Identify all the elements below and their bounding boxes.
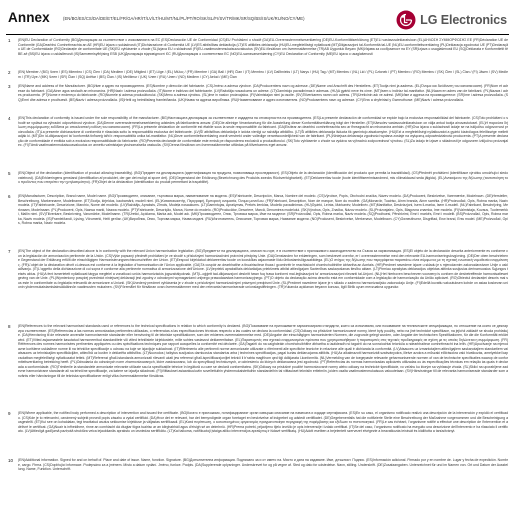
paragraph-text: (EN)Name and address of the Manufacturer. (BG)Име и адрес на производителя. (ES)Nombre y dirección del fabricante. (CS)Jméno a adresa výrobce. (DA)Producentens navn og adresse. (DE)Name und Anschrift des Herstellers. (ET)Tootja nimi ja aadress. (EL)Όνομα και διεύθυνση του κατασκευαστή. (FR)Nom et adresse du fabricant. (GA)Ainm agus seoladh an mhonaróra. (HR)Naziv i adresa proizvođača. (IT)Nome e indirizzo del fabbricante. (LV)Ražotāja nosaukums un adrese. (LT)Gamintojo pavadinimas ir adresas. (HU)A gyártó neve és címe. (MT)Isem u indirizz tal-manifattur. (NL)Naam en adres van de fabrikant. (PL)Nazwa i adres producenta. (PT)Nome e endereço do fabricante. (RO)Numele și adresa producătorului. (SK)Meno a adresa výrobcu. (SL)Ime in naslov proizvajalca. (FI)Valmistajan nimi ja osoite. (SV)Tillverkarens namn och adress. (TR)Üreticinin adı ve adresi. (MK)Име и адреса на производителот. (SR)Ime i adresa proizvođača. (SQ)Emri dhe adresa e prodhuesit. (BS)Naziv i adresa proizvođača. (IS)Heiti og heimilisfang framleiðanda. (UK)Назва та адреса виробника. (RU)Наименование и адрес изготовителя. (NO)Produsentens navn og adresse. (CY)Enw a chyfeiriad y Gwneuthurwr. (ME)Naziv i adresa proizvođača. xyxy=(18,84,508,102)
paragraph-text: (EN)References to the relevant harmonised standards used or references to the technical specifications in relation to which conformity is declared. (BG)Позоваване на приложимите хармонизирани стандарти, които са използвани, или позоваване на техническите спецификации, по отношение на които се декларира съответствие. (ES)Referencias a las normas armonizadas pertinentes utilizadas, o referencias a las especificaciones técnicas respecto a las cuales se declara la conformidad. (CS)Odkazy na příslušné harmonizované normy, které byly použity, nebo na jiné technické specifikace, na jejichž základě se shoda prohlašuje. (DA)Henvisning til de relevante anvendte harmoniserede standarder eller henvisning til de tekniske specifikationer, som der erklæres overensstemmelse med. (DE)Angabe der einschlägigen harmonisierten Normen, die zugrunde gelegt wurden, oder Angabe der technischen Spezifikationen, für die die Konformität erklärt wird. (ET)Viited asjaomastele kasutatud harmoneeritud standarditele või viited tehnilistele kirjeldustele, mille suhtes vastavust deklareeritakse. (EL)Παραπομπές στα σχετικά εναρμονισμένα πρότυπα που χρησιμοποιήθηκαν ή παραπομπές στις τεχνικές προδιαγραφές σε σχέση με τις οποίες δηλώνεται η συμμόρφωση. (FR)Références des normes harmonisées pertinentes appliquées ou des spécifications techniques par rapport auxquelles la conformité est déclarée. (GA)Tagairtí do na caighdeáin chomhchuibhithe ábhartha a úsáideadh nó tagairtí do na sonraíochtaí teicniúla a ndearbhaítear comhréireacht ina leith. (HR)Upućivanje na mjerodavne korištene usklađene norme ili na tehničke specifikacije u odnosu na koje se izjavljuje sukladnost. (IT)Riferimento alle pertinenti norme armonizzate utilizzate o riferimenti alle specifiche tecniche in relazione alle quali è dichiarata la conformità. (LV)Atsauces uz izmantotajiem attiecīgajiem saskaņotajiem standartiem vai atsauces uz tehniskajām specifikācijām, attiecībā uz kurām ir deklarēta atbilstība. (LT)Nuorodos į taikytus susijusius darniuosius standartus arba į technines specifikacijas, pagal kurias deklaruojama atitiktis. (HU)Az alkalmazott harmonizált szabványokra, illetve azokra a műszaki előírásokra való hivatkozás, amelyekkel kapcsolatban megfelelőségi nyilatkozatot tettek. (MT)Referenzi għall-istandards armonizzati rilevanti użati jew referenzi għall-ispeċifikazzjonijiet tekniċi li b’rabta magħhom qed tiġi ddikjarata l-konformità. (NL)Vermelding van de toegepaste relevante geharmoniseerde normen of van de technische specificaties waarop de conformiteitsverklaring betrekking heeft. (PL)Odwołania do odnośnych norm zharmonizowanych, które zastosowano, lub do specyfikacji technicznych, w odniesieniu do których deklarowana jest zgodność. (PT)Referências às normas harmonizadas aplicáveis utilizadas ou às especificações técnicas em relação às quais é declarada a conformidade. (RO)Trimiterile la standardele armonizate relevante utilizate sau la specificațiile tehnice în legătură cu care se declară conformitatea. (SK)Odkazy na príslušné použité harmonizované normy alebo odkazy na technické špecifikácie, vo vzťahu ku ktorým sa vyhlasuje zhoda. (SL)Sklici na uporabljene zadevne harmonizirane standarde ali na tehnične specifikacije, za katere se izjavlja skladnost. (FI)Viittaukset asiaankuuluviin sovellettuihin yhdenmukaistettuihin standardeihin tai viittaukset teknisiin eritelmiin, joiden osalta vaatimustenmukaisuus vakuutetaan. (SV)Hänvisningar till de relevanta harmoniserade standarder som använts eller hänvisningar till de tekniska specifikationer enligt vilka överensstämmelse försäkras. xyxy=(18,324,508,379)
paragraph-number: 4 xyxy=(8,116,11,121)
paragraph-text: (EN)Manufacturer, Description, Brand name, Model name. (BG)Производител, описание, търговска марка, наименование на модела. (ES)Fabricante, Descripción, Marca, Nombre del modelo. (CS)Výrobce, Popis, Obchodní značka, Název modelu. (DA)Producent, Beskrivelse, Varemærke, Modelnavn. (DE)Hersteller, Beschreibung, Markenname, Modellname. (ET)Tootja, kirjeldus, kaubamärk, mudeli nimi. (EL)Κατασκευαστής, Περιγραφή, Εμπορική ονομασία, Όνομα μοντέλου. (FR)Fabricant, Description, Nom de marque, Nom du modèle. (GA)Monaróir, Tuairisc, Ainm branda, Ainm samhla. (HR)Proizvođač, Opis, Robna marka, Naziv modela. (IT)Fabbricante, Descrizione, Marchio, Nome del modello. (LV)Ražotājs, Apraksts, Zīmols, Modeļa nosaukums. (LT)Gamintojas, Aprašymas, Prekės ženklas, Modelio pavadinimas. (HU)Gyártó, Leírás, Márkanév, Modellnév. (MT)Manifattur, Deskrizzjoni, Isem il-marka, Isem il-mudell. (NL)Fabrikant, Beschrijving, Merknaam, Modelnaam. (PL)Producent, Opis, Nazwa marki, Nazwa modelu. (PT)Fabricante, Descrição, Marca, Nome do modelo. (RO)Producător, Descriere, Marcă, Denumirea modelului. (SK)Výrobca, Opis, Značka, Názov modelu. (SL)Proizvajalec, Opis, Blagovna znamka, Ime modela. (FI)Valmistaja, Kuvaus, Tuotemerkki, Mallin nimi. (SV)Tillverkare, Beskrivning, Varumärke, Modellnamn. (TR)Üretici, Açıklama, Marka adı, Model adı. (MK)Производител, Опис, Трговска марка, Име на моделот. (SR)Proizvođač, Opis, Robna marka, Naziv modela. (SQ)Prodhuesi, Përshkrimi, Emri i markës, Emri i modelit. (BS)Proizvođač, Opis, Robna marka, Naziv modela. (IS)Framleiðandi, Lýsing, Vörumerki, Heiti gerðar. (UK)Виробник, Опис, Торгова марка, Назва моделі. (RU)Изготовитель, Описание, Торговая марка, Название модели. (NO)Produsent, Beskrivelse, Merkenavn, Modellnavn. (CY)Gwneuthurwr, Disgrifiad, Enw brand, Enw model. (ME)Proizvođač, Opis, Robna marka, Naziv modela. xyxy=(18,194,508,226)
annex-body xyxy=(8,38,508,503)
paragraph-text: (EN) Member / (BG) Член / (ES) Miembro / (CS) Člen / (DA) Medlem / (DE) Mitglied / (ET) Liige / (EL) Μέλος / (FR) Membre / (GA) Ball / (HR) Član / (IT) Membro / (LV) Dalībnieks / (LT) Narys / (HU) Tag / (MT) Membru / (NL) Lid / (PL) Członek / (PT) Membro / (RO) Membru / (SK) Člen / (SL) Član / (FI) Jäsen / (SV) Medlem / (TR) Üye / (MK) Член / (SR) Član / (SQ) Anëtar / (BS) Član / (IS) Meðlimur / (UK) Член / (RU) Член / (NO) Medlem / (CY) Aelod / (ME) Član xyxy=(18,70,508,79)
paragraph-number: 10 xyxy=(8,458,14,463)
numbered-paragraph xyxy=(8,70,508,79)
paragraph-text: (EN)Additional information. Signed for and on behalf of. Place and date of issue. Name, function. Signature. (BG)Допълнителна информация. Подписано за и от името на. Място и дата на издаване. Име, длъжност. Подпис. (ES)Información adicional. Firmado por y en nombre de. Lugar y fecha de expedición. Nombre, cargo. Firma. (CS)Doplňující informace. Podepsáno za a jménem. Místo a datum vydání. Jméno, funkce. Podpis. (DA)Supplerende oplysninger. Underskrevet for og på vegne af. Sted og dato for udstedelse. Navn, stilling. Underskrift. (DE)Zusatzangaben. Unterzeichnet für und im Namen von. Ort und Datum der Ausstellung. Name, Funktion. Unterschrift. xyxy=(18,458,508,472)
numbered-paragraph xyxy=(8,249,508,319)
numbered-paragraph xyxy=(8,84,508,111)
numbered-paragraph xyxy=(8,411,508,453)
paragraph-text: (EN)EU Declaration of Conformity (BG)Декларация за съответствие с изискванията на ЕС (ES)Declaración UE de Conformidad (CS)EU Prohlášení o shodě (DA)EU-Overensstemmelseserklæring (DE)EU-Konformitätserklärung (ET)ELi vastavusdeklaratsioon (EL)ΔΗΛΩΣΗ ΣΥΜΜΟΡΦΩΣΗΣ ΕΕ (FR)Déclaration UE de Conformité (GA)Dearbhú Comhréireachta an AE (HR)EU izjava o sukladnosti (IT)Dichiarazione di Conformità UE (LV)ES atbilstības deklarācija (LT)ES atitikties deklaracija (HU)EU-megfelelőségi nyilatkozat (MT)Dikjarazzjoni tal-Konformità tal-UE (NL)EU-conformiteitsverklaring (PL)Deklaracja zgodności UE (PT)Declaração UE de Conformidade (RO)Declarație de conformitate UE (SK)EÚ vyhlásenie o zhode (SL)Izjava EU o skladnosti (FI)EU-vaatimustenmukaisuusvakuutus (SV)EU-försäkran om överensstämmelse (TR)AB Uygunluk Beyanı (MK)Изјава за сообразност на ЕУ (SR)Izjava o usaglašenosti EU (SQ)Deklarata e Konformitetit të BE-së (BS)EU izjava o usklađenosti (IS)Samræmisyfirlýsing ESB (UK)Декларація відповідності ЄС (RU)Декларация о соответствии ЕС (NO)EU-samsvarserklæring (CY)EU Declaration of Conformity (ME)EU izjava o usaglašenosti xyxy=(18,38,508,56)
paragraph-number: 7 xyxy=(8,249,11,254)
brand-logo xyxy=(396,9,507,31)
numbered-paragraph xyxy=(8,458,508,498)
paragraph-number: 3 xyxy=(8,84,11,89)
numbered-paragraph xyxy=(8,116,508,166)
numbered-paragraph xyxy=(8,194,508,244)
paragraph-text: (EN)The object of the declaration described above is in conformity with the relevant Union harmonisation legislation. (BG)Предметът на декларацията, описан по-горе, е в съответствие с приложимото законодателство на Съюза за хармонизация. (ES)El objeto de la declaración descrita anteriormente es conforme con la legislación de armonización pertinente de la Unión. (CS)Výše popsaný předmět prohlášení je ve shodě s příslušnými harmonizačními právními předpisy Unie. (DA)Genstanden for erklæringen, som beskrevet ovenfor, er i overensstemmelse med den relevante EU-harmoniseringslovgivning. (DE)Der oben beschriebene Gegenstand der Erklärung erfüllt die einschlägigen Harmonisierungsrechtsvorschriften der Union. (ET)Eespool kirjeldatud deklareeritav toode on kooskõlas asjaomaste liidu ühtlustamisõigusaktidega. (EL)Ο στόχος της δήλωσης που περιγράφεται παραπάνω είναι σύμφωνος με τη σχετική ενωσιακή νομοθεσία εναρμόνισης. (FR)L’objet de la déclaration décrit ci-dessus est conforme à la législation d’harmonisation de l’Union applicable. (GA)Tá cuspóir an dearbhaithe a thuairiscítear thuas i gcomhréir le reachtaíocht chomhchuibhithe ábhartha an Aontais. (HR)Predmet navedene izjave u skladu je s mjerodavnim zakonodavstvom Unije o usklađivanju. (IT)L’oggetto della dichiarazione di cui sopra è conforme alla pertinente normativa di armonizzazione dell’Unione. (LV)Iepriekš aprakstītais deklarācijas priekšmets atbilst attiecīgajam Savienības saskaņošanas tiesību aktam. (LT)Pirmiau aprašytas deklaracijos objektas atitinka susijusius derinamuosius Sąjungos teisės aktus. (HU)A fent ismertetett nyilatkozat tárgya megfelel a vonatkozó uniós harmonizációs jogszabályoknak. (MT)L-oġġett tad-dikjarazzjoni deskritt hawn fuq huwa konformi mal-leġislazzjoni ta’ armonizzazzjoni rilevanti tal-Unjoni. (NL)Het hierboven beschreven voorwerp is conform de desbetreffende harmonisatiewetgeving van de Unie. (PL)Wymieniony powyżej przedmiot niniejszej deklaracji jest zgodny z odnośnymi wymaganiami unijnego prawodawstwa harmonizacyjnego. (PT)O objeto da declaração acima descrito está em conformidade com a legislação de harmonização da União aplicável. (RO)Obiectul declarației descris mai sus este în conformitate cu legislația relevantă de armonizare a Uniunii. (SK)Uvedený predmet vyhlásenia je v zhode s príslušnými harmonizačnými právnymi predpismi Únie. (SL)Predmet navedene izjave je v skladu z zadevno harmonizacijsko zakonodajo Unije. (FI)Edellä kuvattu vakuutuksen kohde on asiaa koskevan unionin yhdenmukaistamislainsäädännön vaatimusten mukainen. (SV)Föremålet för försäkran ovan överensstämmer med den relevanta harmoniserade unionslagstiftningen. (TR)Yukarıda açıklanan beyanın konusu, ilgili Birlik uyum mevzuatına uygundur. xyxy=(18,249,508,290)
numbered-paragraph xyxy=(8,38,508,65)
language-codes: (EN/BG/ES/CS/DA/DE/ET/EL/FR/GA/HR/IT/LV/LT/HU/MT/NL/PL/PT/RO/SK/SL/FI/SV/TR/MK/SR/SQ/BS/IS/UK/RU/NO/CY/ME) xyxy=(63,16,305,21)
page-header xyxy=(6,6,509,35)
paragraph-number: 5 xyxy=(8,171,11,176)
paragraph-number: 8 xyxy=(8,324,11,329)
paragraph-number: 6 xyxy=(8,194,11,199)
brand-name: LG Electronics xyxy=(420,13,507,27)
paragraph-text: (EN)This declaration of conformity is issued under the sole responsibility of the manufacturer. (BG)Настоящата декларация за съответствие е издадена на отговорността на производителя. (ES)La presente declaración de conformidad se expide bajo la exclusiva responsabilidad del fabricante. (CS)Toto prohlášení o shodě se vydává na výhradní odpovědnost výrobce. (DA)Denne overensstemmelseserklæring udstedes på fabrikantens ansvar. (DE)Die alleinige Verantwortung für die Ausstellung dieser Konformitätserklärung trägt der Hersteller. (ET)Käesolev vastavusdeklaratsioon on välja antud tootja ainuvastutusel. (EL)Η παρούσα δήλωση συμμόρφωσης εκδίδεται με αποκλειστική ευθύνη του κατασκευαστή. (FR)La présente déclaration de conformité est établie sous la seule responsabilité du fabricant. (GA)Eisítear an dearbhú comhréireachta seo ar fhreagracht an mhonaróra amháin. (HR)Ova izjava o sukladnosti izdaje se na isključivu odgovornost proizvođača. (IT)La presente dichiarazione di conformità è rilasciata sotto la responsabilità esclusiva del fabbricante. (LV)Šī atbilstības deklarācija ir izdota vienīgi uz ražotāja atbildību. (LT)Ši atitikties deklaracija išduota tik gamintojo atsakomybe. (HU)Ezt a megfelelőségi nyilatkozatot a gyártó kizárólagos felelőssége mellett adják ki. (MT)Din id-dikjarazzjoni ta’ konformità tinħareġ taħt ir-responsabbiltà unika tal-manifattur. (NL)Deze conformiteitsverklaring wordt verstrekt onder volledige verantwoordelijkheid van de fabrikant. (PL)Niniejsza deklaracja zgodności wydana zostaje na wyłączną odpowiedzialność producenta. (PT)A presente declaração de conformidade é emitida sob a exclusiva responsabilidade do fabricante. (RO)Prezenta declarație de conformitate este emisă pe răspunderea exclusivă a producătorului. (SK)Toto vyhlásenie o zhode sa vydáva na výhradnú zodpovednosť výrobcu. (SL)Za izdajo te izjave o skladnosti je odgovoren izključno proizvajalec. (FI)Tämä vaatimustenmukaisuusvakuutus on annettu valmistajan yksinomaisella vastuulla. (SV)Denna försäkran om överensstämmelse utfärdas på tillverkarens eget ansvar. xyxy=(18,116,508,148)
numbered-paragraph xyxy=(8,171,508,189)
paragraph-text: (EN)Object of the declaration (Identification of product allowing traceability). (BG)Предмет на декларацията (идентификация на продукта, позволяваща проследимост). (ES)Objeto de la declaración (identificación del producto que permita la trazabilidad). (CS)Předmět prohlášení (identifikace výrobku umožňující sledovatelnost). (DA)Erklæringens genstand (identifikation af produktet, der gør det muligt at spore det). (DE)Gegenstand der Erklärung (Bezeichnung des Produkts zwecks Rückverfolgbarkeit). (ET)Deklareeritav toode (toote identifitseerimisandmed, mis võimaldavad seda jälgida). (EL)Αντικείμενο της δήλωσης (ταυτοποίηση του προϊόντος που επιτρέπει την ιχνηλασιμότητα). (FR)Objet de la déclaration (identification du produit permettant la traçabilité). xyxy=(18,171,508,185)
annex-title: Annex xyxy=(8,10,50,25)
paragraph-number: 2 xyxy=(8,70,11,75)
paragraph-number: 1 xyxy=(8,38,11,43)
paragraph-number: 9 xyxy=(8,411,11,416)
numbered-paragraph xyxy=(8,324,508,406)
paragraph-text: (EN)Where applicable, the notified body performed a description of intervention and issued the certificate. (BG)Когато е приложимо, нотифицираният орган извърши описание на намесата и издаде сертификата. (ES)En su caso, el organismo notificado realizó una descripción de la intervención y expidió el certificado. (CS)Kde je to relevantní, oznámený subjekt provedl popis zásahu a vydal certifikát. (DA)Hvor det er relevant, har det bemyndigede organ foretaget en beskrivelse af indgrebet og udstedt certifikatet. (DE)Gegebenenfalls hat die notifizierte Stelle eine Beschreibung der Maßnahme vorgenommen und die Bescheinigung ausgestellt. (ET)Kui see on kohaldatav, tegi teavitatud asutus sekkumise kirjelduse ja väljastas sertifikaadi. (EL)Κατά περίπτωση, ο κοινοποιημένος οργανισμός πραγματοποίησε περιγραφή της παρέμβασης και εξέδωσε το πιστοποιητικό. (FR)Le cas échéant, l’organisme notifié a effectué une description de l’intervention et a délivré le certificat. (GA)Nuair is infheidhme, rinne an comhlacht dá dtugtar fógra tuairisc ar an idirghabháil agus d’eisigh sé an deimhniú. (HR)Prema potrebi, prijavljeno tijelo izvršilo je opis intervencije i izdalo certifikat. (IT)Se del caso, l’organismo notificato ha eseguito una descrizione dell’intervento e ha rilasciato il certificato. (LV)Attiecīgā gadījumā paziņotā struktūra veica iejaukšanās aprakstu un izsniedza sertifikātu. (LT)Kai taikoma, notifikuotoji įstaiga atliko intervencijos aprašymą ir išdavė sertifikatą. (HU)Adott esetben a bejelentett szervezet elvégezte a beavatkozás leírását és kiállította a tanúsítványt. xyxy=(18,411,508,434)
lg-logo-icon xyxy=(396,10,416,30)
